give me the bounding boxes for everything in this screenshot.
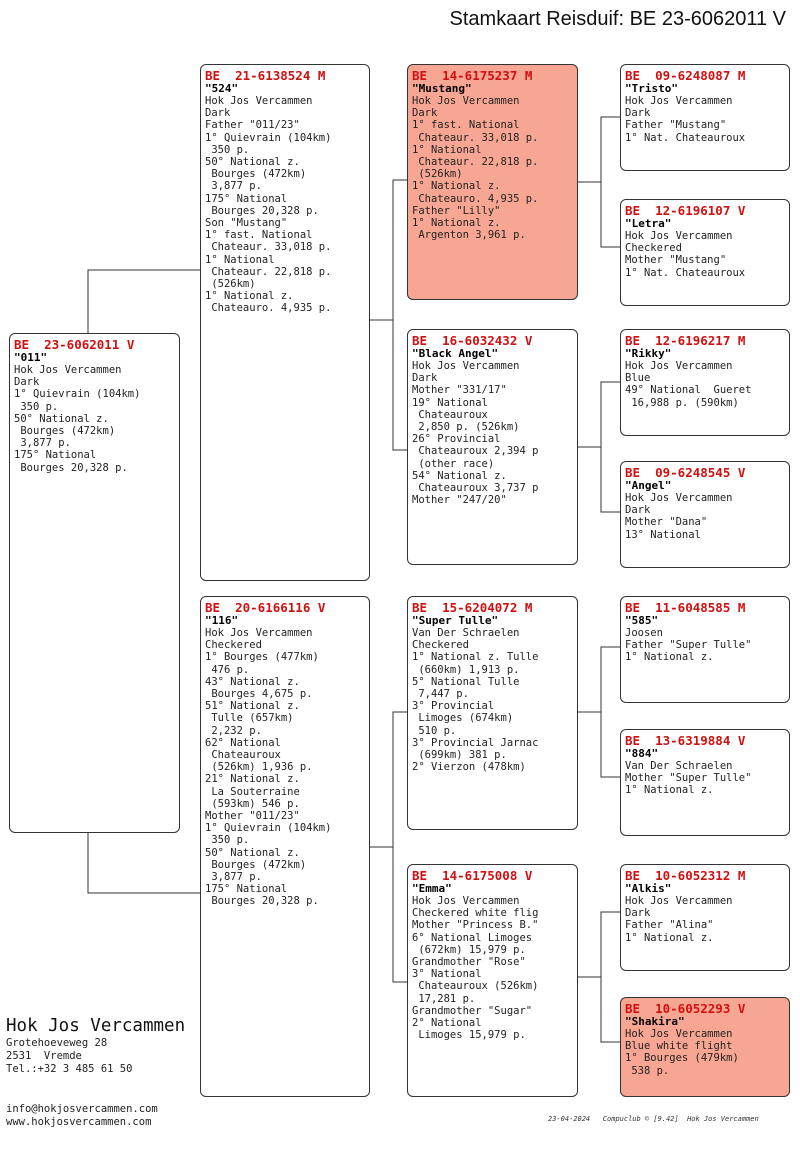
card-details [625,1028,785,1077]
contact-email[interactable]: info@hokjosvercammen.com [6,1103,158,1115]
detail-line: Father "Lilly" [412,204,501,217]
detail-line: Hok Jos Vercammen [412,895,520,907]
detail-line: Chateauroux [412,408,488,421]
detail-line: Dark [625,504,651,517]
card-details [625,230,785,279]
detail-line: Chateauroux 2,394 p [412,445,539,458]
detail-line: 3,877 p. [205,180,262,193]
card-details [625,360,785,409]
detail-line: Blue [625,372,651,385]
detail-line: (699km) 381 p. [412,749,507,762]
detail-line: Mother "331/17" [412,384,507,397]
detail-line: 2° Vierzon (478km) [412,761,526,774]
connector-ds [578,647,620,777]
detail-line: 13° National [625,528,701,541]
ring-number: BE 14-6175008 V [412,868,533,883]
detail-line: 6° National Limoges [412,931,533,944]
ring-number: BE 16-6032432 V [412,333,533,348]
detail-line: Father "011/23" [205,119,300,132]
detail-line: 21° National z. [205,773,300,786]
pigeon-name: "Shakira" [625,1015,685,1028]
detail-line: Father "Super Tulle" [625,639,752,652]
detail-line: Mother "247/20" [412,494,507,507]
detail-line: La Souterraine [205,785,300,798]
owner-name: Hok Jos Vercammen [6,1016,186,1036]
detail-line: 51° National z. [205,700,300,713]
detail-line: 43° National z. [205,675,300,688]
contact-website[interactable]: www.hokjosvercammen.com [6,1115,152,1128]
detail-line: Chateauroux [205,749,281,762]
card-details [14,364,175,474]
detail-line: Hok Jos Vercammen [625,230,733,242]
detail-line: Joosen [625,627,663,639]
detail-line: Chateaur. 22,818 p. [412,156,539,169]
ring-number: BE 09-6248087 M [625,68,746,83]
detail-line: 2,232 p. [205,724,262,737]
card-sire-sire[interactable] [407,64,578,300]
detail-line: Hok Jos Vercammen [205,95,313,107]
detail-line: Grandmother "Rose" [412,956,526,969]
ring-number: BE 10-6052312 M [625,868,746,883]
detail-line: Checkered [625,242,682,255]
pigeon-name: "Alkis" [625,882,672,895]
detail-line: Hok Jos Vercammen [625,1028,733,1040]
detail-line: Bourges 20,328 p. [205,204,319,217]
pigeon-name: "524" [205,82,239,95]
card-details [412,95,573,241]
detail-line: Hok Jos Vercammen [625,492,733,504]
detail-line: 1° Nat. Chateauroux [625,131,746,144]
pigeon-name: "116" [205,614,239,627]
pigeon-name: "Emma" [412,882,452,895]
detail-line: Mother "Dana" [625,516,708,529]
pigeon-name: "Rikky" [625,347,672,360]
ring-number: BE 13-6319884 V [625,733,746,748]
detail-line: 19° National [412,396,488,409]
connector-ss [578,117,620,247]
detail-line: 175° National [205,883,288,896]
detail-line: Checkered white flig [412,907,539,920]
detail-line: 16,988 p. (590km) [625,396,739,409]
detail-line: Limoges (674km) [412,712,514,725]
detail-line: Mother "Princess B." [412,919,539,932]
detail-line: 1° National z. [625,784,714,797]
detail-line: 1° Quievrain (104km) [14,388,141,401]
detail-line: (660km) 1,913 p. [412,663,520,676]
detail-line: 2,850 p. (526km) [412,421,520,434]
detail-line: Van Der Schraelen [412,627,520,639]
detail-line: 3° Provincial [412,700,495,713]
detail-line: 350 p. [14,400,59,413]
card-sds[interactable] [620,329,790,436]
detail-line: 1° Nat. Chateauroux [625,266,746,279]
card-details [205,95,365,315]
card-ssd[interactable] [620,199,790,306]
pigeon-name: "Tristo" [625,82,678,95]
ring-number: BE 15-6204072 M [412,600,533,615]
detail-line: 1° National z. [205,290,294,303]
detail-line: Father "Mustang" [625,119,727,132]
detail-line: (526km) [412,168,463,181]
card-dss[interactable] [620,596,790,703]
detail-line: 50° National z. [205,156,300,169]
detail-line: Checkered [412,639,469,652]
detail-line: 3° National [412,968,482,981]
page-title: Stamkaart Reisduif: BE 23-6062011 V [449,8,786,30]
connector-dd [578,912,620,1042]
detail-line: 50° National z. [205,846,300,859]
detail-line: 7,447 p. [412,688,469,701]
detail-line: Dark [412,372,438,385]
print-footer: 23-04-2024 Compuclub © [9.42] Hok Jos Vercammen [548,1115,759,1123]
detail-line: Grandmother "Sugar" [412,1004,533,1017]
detail-line: Checkered [205,639,262,652]
detail-line: Dark [205,107,231,120]
detail-line: (other race) [412,457,495,470]
owner-phone: Tel.:+32 3 485 61 50 [6,1063,133,1075]
detail-line: Chateauro. 4,935 p. [412,192,539,205]
card-sire[interactable] [200,64,370,581]
connector-sd [578,382,620,512]
detail-line: Chateauro. 4,935 p. [205,302,332,315]
detail-line: Mother "Mustang" [625,254,727,267]
detail-line: 62° National [205,736,281,749]
detail-line: 510 p. [412,724,457,737]
detail-line: Hok Jos Vercammen [412,95,520,107]
detail-line: Argenton 3,961 p. [412,229,526,242]
detail-line: Tulle (657km) [205,712,294,725]
ring-number: BE 10-6052293 V [625,1001,746,1016]
detail-line: (526km) 1,936 p. [205,761,313,774]
card-sire-dam[interactable] [407,329,578,565]
ring-number: BE 12-6196217 M [625,333,746,348]
detail-line: 1° National z. Tulle [412,651,539,664]
card-details [412,360,573,506]
detail-line: Mother "Super Tulle" [625,772,752,785]
contact-block [6,1103,158,1128]
ring-number: BE 21-6138524 M [205,68,326,83]
detail-line: Chateaur. 33,018 p. [412,131,539,144]
ring-number: BE 14-6175237 M [412,68,533,83]
detail-line: 476 p. [205,663,250,676]
detail-line: Mother "011/23" [205,810,300,823]
pigeon-name: "Super Tulle" [412,614,499,627]
ring-number: BE 12-6196107 V [625,203,746,218]
detail-line: 1° National z. [625,931,714,944]
pigeon-name: "011" [14,351,48,364]
detail-line: 3,877 p. [14,437,71,450]
detail-line: 1° National z. [412,217,501,230]
detail-line: Chateaur. 33,018 p. [205,241,332,254]
detail-line: 1° National z. [625,651,714,664]
detail-line: 350 p. [205,834,250,847]
detail-line: 3° Provincial Jarnac [412,736,539,749]
detail-line: Hok Jos Vercammen [625,95,733,107]
detail-line: 1° Bourges (479km) [625,1052,739,1065]
detail-line: Dark [625,107,651,120]
card-details [625,627,785,664]
detail-line: Bourges (472km) [14,425,116,438]
ring-number: BE 11-6048585 M [625,600,746,615]
connector-dam [370,712,407,982]
detail-line: 1° Quievrain (104km) [205,822,332,835]
detail-line: Blue white flight [625,1040,733,1053]
detail-line: Bourges 4,675 p. [205,688,313,701]
card-ddd[interactable] [620,997,790,1097]
detail-line: Chateauroux (526km) [412,980,539,993]
detail-line: Bourges 20,328 p. [205,895,319,908]
detail-line: 1° fast. National [205,229,313,242]
detail-line: Hok Jos Vercammen [625,360,733,372]
pigeon-name: "Black Angel" [412,347,499,360]
detail-line: Dark [625,907,651,920]
card-subject[interactable] [9,333,180,833]
connector-sire [370,180,407,450]
detail-line: Bourges (472km) [205,858,307,871]
detail-line: Dark [14,376,40,389]
card-details [625,760,785,797]
card-sss[interactable] [620,64,790,171]
detail-line: 50° National z. [14,412,109,425]
pigeon-name: "585" [625,614,659,627]
owner-street: Grotehoeveweg 28 [6,1037,108,1049]
card-details [412,895,573,1041]
detail-line: 1° fast. National [412,119,520,132]
detail-line: (672km) 15,979 p. [412,943,526,956]
ring-number: BE 20-6166116 V [205,600,326,615]
detail-line: Hok Jos Vercammen [625,895,733,907]
card-dam-dam[interactable] [407,864,578,1097]
pigeon-name: "Angel" [625,479,672,492]
card-details [205,627,365,908]
detail-line: Bourges (472km) [205,168,307,181]
detail-line: 49° National Gueret [625,384,752,397]
detail-line: 17,281 p. [412,992,476,1005]
detail-line: Chateaur. 22,818 p. [205,265,332,278]
detail-line: 350 p. [205,143,250,156]
detail-line: 1° National [205,253,275,266]
detail-line: 1° National z. [412,180,501,193]
detail-line: Father "Alina" [625,919,714,932]
detail-line: Hok Jos Vercammen [14,364,122,376]
owner-city: 2531 Vremde [6,1050,82,1062]
detail-line: (526km) [205,278,256,291]
card-details [625,895,785,944]
detail-line: Limoges 15,979 p. [412,1029,526,1042]
detail-line: Dark [412,107,438,120]
detail-line: 1° National [412,143,482,156]
card-dsd[interactable] [620,729,790,836]
card-details [412,627,573,773]
detail-line: 175° National [205,192,288,205]
ring-number: BE 09-6248545 V [625,465,746,480]
card-dam[interactable] [200,596,370,1097]
detail-line: 1° Quievrain (104km) [205,131,332,144]
detail-line: Van Der Schraelen [625,760,733,772]
card-sdd[interactable] [620,461,790,568]
detail-line: 5° National Tulle [412,675,520,688]
card-dam-sire[interactable] [407,596,578,830]
detail-line: Hok Jos Vercammen [205,627,313,639]
detail-line: 26° Provincial [412,433,501,446]
card-details [625,492,785,541]
card-details [625,95,785,144]
detail-line: 54° National z. [412,469,507,482]
ring-number: BE 23-6062011 V [14,337,135,352]
pigeon-name: "Letra" [625,217,672,230]
detail-line: 3,877 p. [205,871,262,884]
pigeon-name: "884" [625,747,659,760]
detail-line: 538 p. [625,1064,670,1077]
detail-line: 1° Bourges (477km) [205,651,319,664]
pigeon-name: "Mustang" [412,82,472,95]
detail-line: 175° National [14,449,97,462]
detail-line: 2° National [412,1017,482,1030]
detail-line: Hok Jos Vercammen [412,360,520,372]
card-dds[interactable] [620,864,790,971]
detail-line: Bourges 20,328 p. [14,461,128,474]
owner-block [6,1015,185,1076]
detail-line: Son "Mustang" [205,217,288,230]
detail-line: Chateauroux 3,737 p [412,482,539,495]
detail-line: (593km) 546 p. [205,797,300,810]
